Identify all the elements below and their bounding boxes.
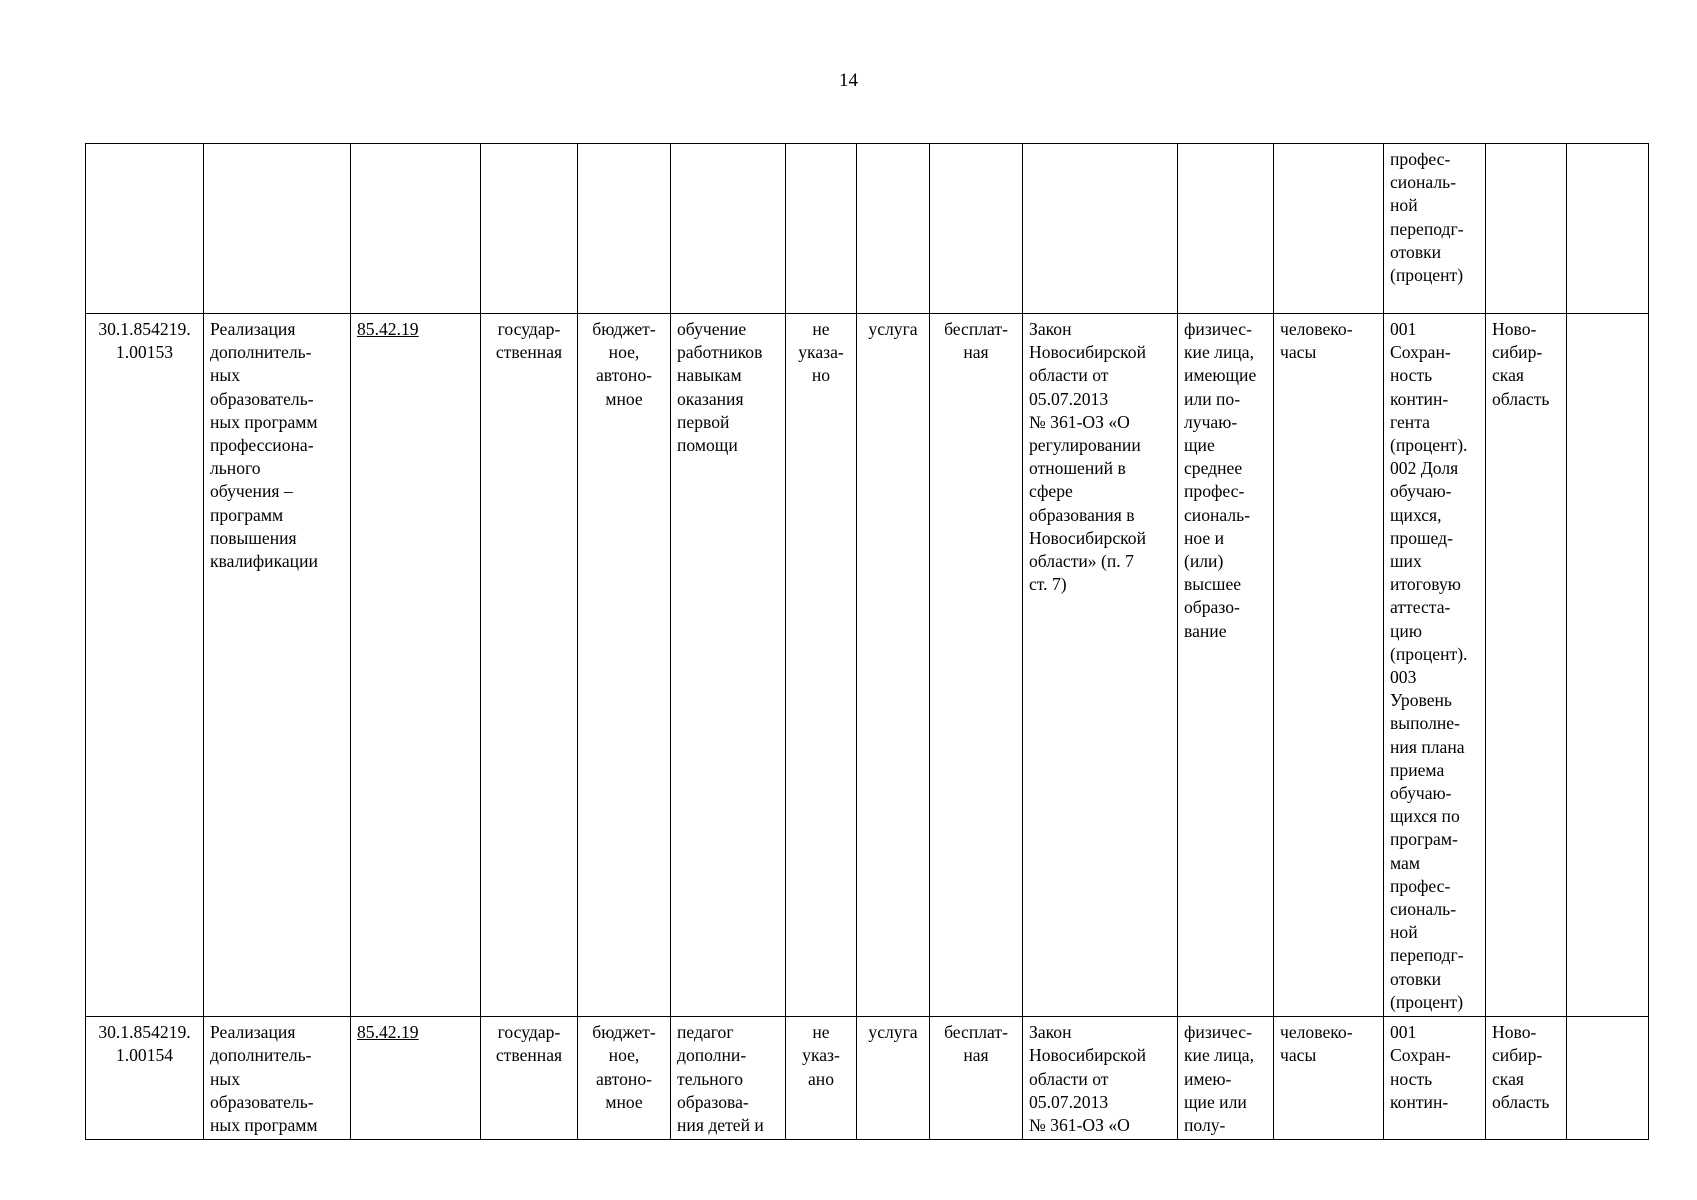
cell-payment: бесплат- ная <box>930 314 1023 1017</box>
cell-empty <box>481 144 578 314</box>
cell-kind: услуга <box>857 1017 930 1140</box>
cell-institution-type: бюджет- ное, автоно- мное <box>578 1017 671 1140</box>
cell-empty <box>351 144 481 314</box>
cell-empty <box>86 144 204 314</box>
table-row-continuation <box>86 144 1649 314</box>
cell-empty <box>1023 144 1178 314</box>
cell-registry-code: 30.1.854219. 1.00154 <box>86 1017 204 1140</box>
cell-empty <box>786 144 857 314</box>
cell-extra <box>1567 1017 1649 1140</box>
cell-region: Ново- сибир- ская область <box>1486 314 1567 1017</box>
cell-empty <box>857 144 930 314</box>
cell-service-type: государ- ственная <box>481 314 578 1017</box>
cell-kind: услуга <box>857 314 930 1017</box>
services-registry-table <box>85 143 1649 1140</box>
cell-volume-unit: человеко- часы <box>1274 314 1384 1017</box>
cell-empty <box>930 144 1023 314</box>
cell-service-name: Реализация дополнитель- ных образователь- ных программ профессиона- льного обучения – программ повышения квалификации <box>204 314 351 1017</box>
cell-consumers: физичес- кие лица, имеющие или по- лучаю- щие среднее профес- сиональ- ное и (или) высшее образо- вание <box>1178 314 1274 1017</box>
cell-extra <box>1567 314 1649 1017</box>
cell-empty <box>578 144 671 314</box>
cell-institution-type: бюджет- ное, автоно- мное <box>578 314 671 1017</box>
cell-service-content: обучение работников навыкам оказания первой помощи <box>671 314 786 1017</box>
cell-service-name: Реализация дополнитель- ных образователь- ных программ <box>204 1017 351 1140</box>
cell-quality-indicators: 001 Сохран- ность контин- гента (процент). 002 Доля обучаю- щихся, прошед- ших итоговую аттеста- цию (процент). 003 Уровень выполне- ния плана приема обучаю- щихся по програм- мам профес- сиональ- ной переподг- отовки (процент) <box>1384 314 1486 1017</box>
cell-payment: бесплат- ная <box>930 1017 1023 1140</box>
cell-empty <box>204 144 351 314</box>
cell-okved-link[interactable]: 85.42.19 <box>351 1017 481 1140</box>
cell-empty <box>671 144 786 314</box>
cell-okved-link[interactable]: 85.42.19 <box>351 314 481 1017</box>
cell-empty <box>1567 144 1649 314</box>
cell-empty <box>1178 144 1274 314</box>
page-number: 14 <box>839 70 858 91</box>
cell-conditions: не указ- ано <box>786 1017 857 1140</box>
cell-empty <box>1486 144 1567 314</box>
cell-region: Ново- сибир- ская область <box>1486 1017 1567 1140</box>
cell-consumers: физичес- кие лица, имею- щие или полу- <box>1178 1017 1274 1140</box>
cell-service-content: педагог дополни- тельного образова- ния детей и <box>671 1017 786 1140</box>
cell-legal-act: Закон Новосибирской области от 05.07.2013 № 361-ОЗ «О регулировании отношений в сфере образования в Новосибирской области» (п. 7 ст. 7) <box>1023 314 1178 1017</box>
cell-service-type: государ- ственная <box>481 1017 578 1140</box>
cell-quality-indicators: профес- сиональ- ной переподг- отовки (процент) <box>1384 144 1486 314</box>
cell-legal-act: Закон Новосибирской области от 05.07.2013 № 361-ОЗ «О <box>1023 1017 1178 1140</box>
table-row <box>86 1017 1649 1140</box>
table-row <box>86 314 1649 1017</box>
cell-conditions: не указа- но <box>786 314 857 1017</box>
cell-volume-unit: человеко- часы <box>1274 1017 1384 1140</box>
cell-empty <box>1274 144 1384 314</box>
cell-registry-code: 30.1.854219. 1.00153 <box>86 314 204 1017</box>
cell-quality-indicators: 001 Сохран- ность контин- <box>1384 1017 1486 1140</box>
